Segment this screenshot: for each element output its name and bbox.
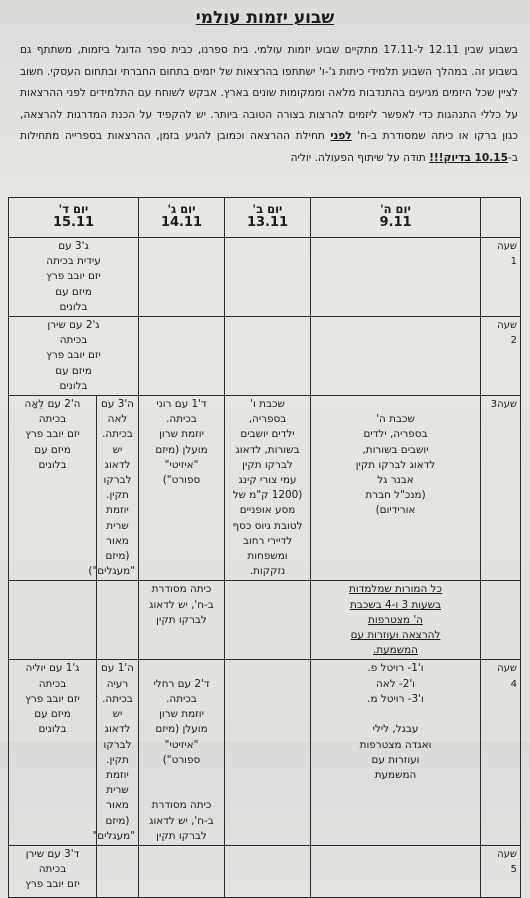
cell-empty [225,845,311,897]
cell-h3-thu [311,396,481,581]
cell-h3-mon-c: כיתה מסודרת ב-ח', יש לדאוג לברקו תקין [139,581,225,660]
day-name: יום ב' [252,202,283,216]
cell-h4-mon-a: ד'2 עם רחלי בכיתה. יוזמת שרון מועלן (מיזם "איזיטי" ספורט") [153,677,210,766]
cell-empty [9,581,97,660]
day-date: 13.11 [246,215,289,230]
cell-empty [225,660,311,845]
hour-row-3b [9,581,521,660]
day-name: יום ה' [380,202,411,216]
cell-h3-mon: שכבת ו' בספריה, ילדים יושבים בשורות, לדאוג לברקו תקין עמי צורי קינג (1200 ק"מ של מסע אופניים לטובת גיוס כסף לדיירי רחוב ומשפחות נזקקות. [225,396,311,581]
hour-row-2 [9,317,521,396]
cell-h1-wed: ג'3 עם עידית בכיתה יזם יובב פרץ מיזם עם בלונים [9,238,139,317]
cell-empty [97,845,139,897]
day-header-wed [9,198,139,238]
schedule-table [8,197,521,898]
intro-paragraph [20,40,518,169]
page-title: שבוע יזמות עולמי [195,8,335,28]
cell-empty [225,238,311,317]
intro-text-1: בשבוע שבין 12.11 ל-17.11 מתקיים שבוע יזמות עולמי. בית ספרנו, כבית ספר הדוגל ביזמות, משתתף גם בשבוע זה. במהלך השבוע תלמידי כיתות ג'-ו' ישתתפו בהרצאות של יזמים בתחום החברתי ובתחום העסקי. חשוב לציין שכל היזמים מגיעים בהתנדבות מלאה וממקומות שונים בארץ. אבקש לשוחח עם התלמידים לפני ההרצאות על כללי התנהגות כדי לאפשר ליזמים להרצות בצורה הטובה ביותר. יש להקפיד על הכנת המדרגות להרצאה, כגון ברקו או כיתה שמסודרת ב-ח' [20,44,518,142]
day-date: 9.11 [379,215,412,230]
cell-empty [311,845,481,897]
intro-highlight-time: 10.15 בדיוק!!! [429,151,509,164]
cell-h4-thu: ו'1- רויטל פ. ו'2- לאה ו'3- רויטל מ. עבגל, לילי ואגדה מצטרפות ועוזרות עם המשמעת [311,660,481,845]
header-row [9,198,521,238]
cell-h4-mon-b: כיתה מסודרת ב-ח', יש לדאוג לברקו תקין [149,799,214,842]
cell-empty [311,317,481,396]
day-name: יום ג' [167,202,196,216]
corner-cell [481,198,521,238]
cell-h3-mon-b: ד'1 עם רוני בכיתה. יוזמת שרון מועלן (מיזם "איזיטי" ספורט") [139,396,225,581]
cell-empty [225,317,311,396]
day-header-tue [139,198,225,238]
hour-label: שעה 5 [481,845,521,897]
hour-row-5 [9,845,521,897]
day-name: יום ד' [58,202,89,216]
cell-empty [139,317,225,396]
cell-h4-wed: ג'1 עם יוליה בכיתה יזם יובב פרץ מיזם עם בלונים [9,660,97,845]
cell-h4-mon [139,660,225,845]
cell-h3-thu-note: כל המורות שמלמדות בשעות 3 ו-4 בשכבת ה' מצטרפות להרצאה ועוזרות עם המשמעת. [311,581,481,660]
cell-empty [225,581,311,660]
cell-h3-wed: ה'2 עם לֵאָה בכיתה יזם יובב פרץ מיזם עם בלונים [9,396,97,581]
cell-h2-wed: ג'2 עם שירן בכיתה יזם יובב פרץ מיזם עם בלונים [9,317,139,396]
day-date: 15.11 [52,215,95,230]
cell-empty [97,581,139,660]
hour-label: שעה 4 [481,660,521,845]
cell-empty [139,238,225,317]
day-header-thu [311,198,481,238]
day-header-mon [225,198,311,238]
hour-label: שעה3 [481,396,521,581]
hour-row-1 [9,238,521,317]
cell-h3-thu-main: שכבת ה' בספריה, ילדים יושבים בשורות, לדאוג לברקו תקין אבנר גל (מנכ"ל חברת אורידיום) [355,413,436,517]
hour-label: שעה 1 [481,238,521,317]
cell-h5-wed: ד'3 עם שירן בכיתה יזם יובב פרץ [9,845,97,897]
cell-h4-tue: ה'1 עם רעיה בכיתה. יש לדאוג לברקו תקין. יוזמת שרית מאור (מיזם "מעגלים" [97,660,139,845]
cell-empty [481,581,521,660]
hour-row-3 [9,396,521,581]
intro-highlight-before: לפני [330,130,352,142]
day-date: 14.11 [160,215,203,230]
cell-empty [311,238,481,317]
cell-h3-tue: ה'3 עם לאה בכיתה. יש לדאוג לברקו תקין. יוזמת שרית מאור (מיזם "מעגלים") [97,396,139,581]
hour-row-4 [9,660,521,845]
hour-label: שעה 2 [481,317,521,396]
intro-text-3: תודה על שיתוף הפעולה. יוליה [290,151,426,164]
cell-empty [139,845,225,897]
intro-text-2: תחילת ההרצאה וכמובן להגיע בזמן, ההרצאות בספרייה מתחילות ב- [20,130,518,164]
